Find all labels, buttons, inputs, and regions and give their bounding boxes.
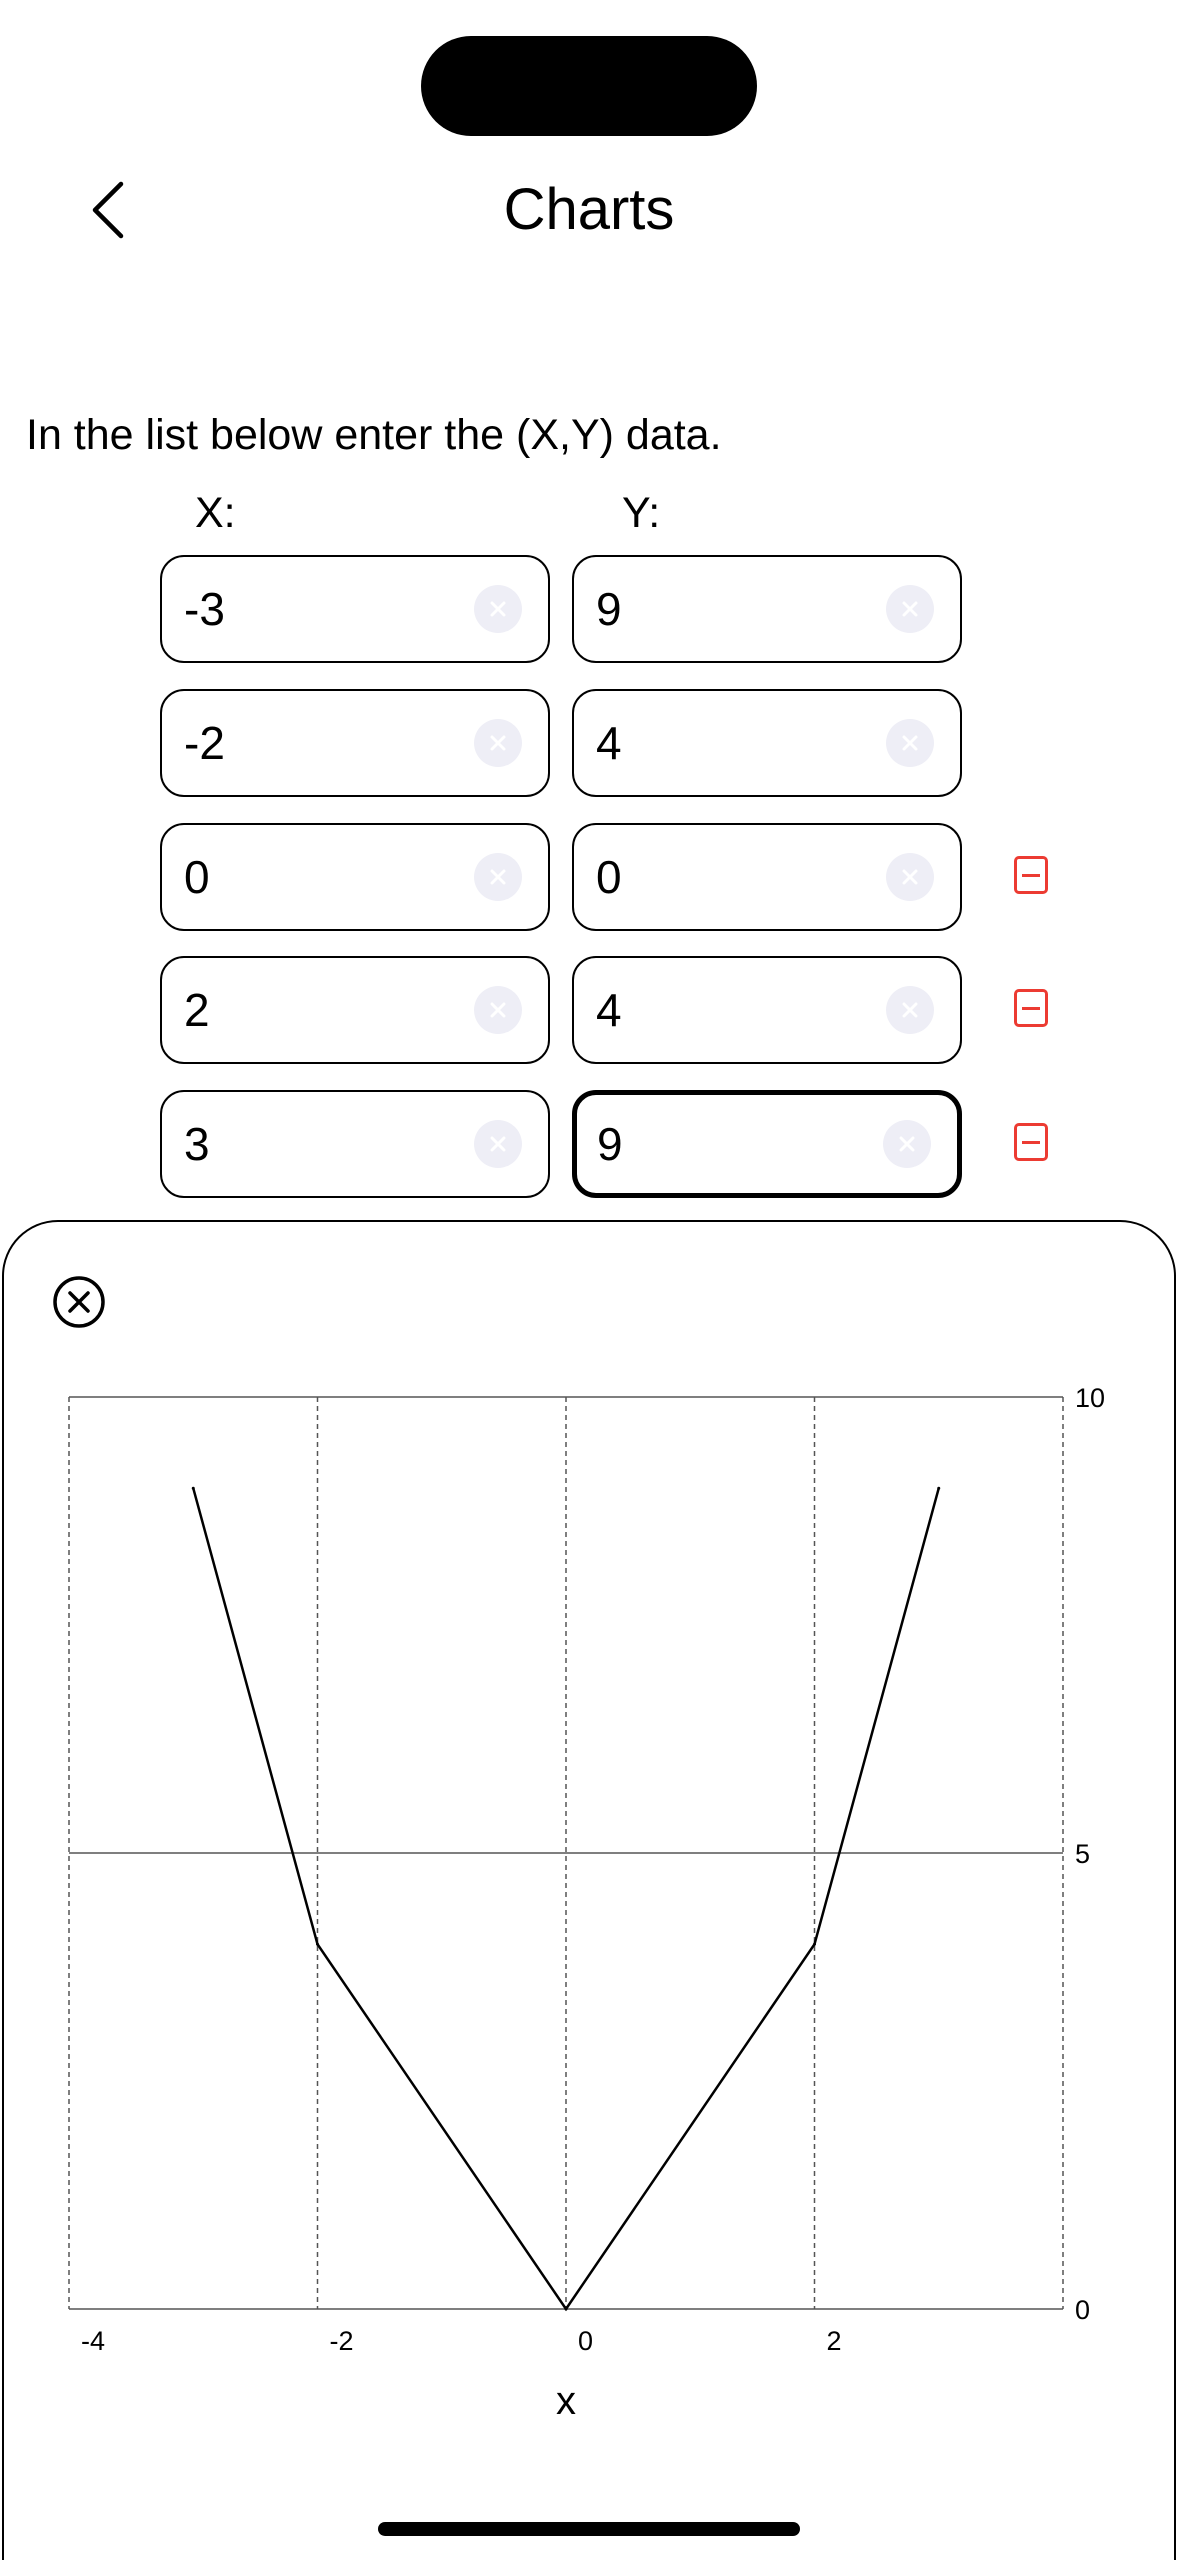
minus-square-icon	[1022, 1141, 1040, 1144]
y-value: 4	[596, 984, 622, 1036]
data-row	[0, 555, 1178, 663]
instructions-text: In the list below enter the (X,Y) data.	[26, 411, 722, 459]
clear-icon[interactable]	[886, 585, 934, 633]
x-value: 3	[184, 1118, 210, 1170]
clear-icon[interactable]	[474, 719, 522, 767]
close-sheet-button[interactable]	[52, 1275, 106, 1329]
clear-icon[interactable]	[474, 853, 522, 901]
clear-icon[interactable]	[474, 1120, 522, 1168]
minus-square-icon	[1022, 874, 1040, 877]
x-icon	[487, 732, 509, 754]
x-icon	[899, 866, 921, 888]
dynamic-island	[421, 36, 757, 136]
data-row	[0, 1090, 1178, 1198]
x-input[interactable]	[160, 956, 550, 1064]
data-point	[565, 2308, 568, 2311]
clear-icon[interactable]	[474, 986, 522, 1034]
data-point	[192, 1487, 195, 1490]
y-value: 0	[596, 851, 622, 903]
data-point	[937, 1487, 940, 1490]
y-input[interactable]	[572, 823, 962, 931]
x-icon	[899, 999, 921, 1021]
data-point	[316, 1943, 319, 1946]
x-tick-label: -4	[81, 2326, 106, 2356]
x-input[interactable]	[160, 1090, 550, 1198]
y-column-label: Y:	[622, 489, 661, 537]
line-chart	[0, 1370, 1178, 2430]
data-point	[813, 1943, 816, 1946]
data-row	[0, 689, 1178, 797]
x-input[interactable]	[160, 689, 550, 797]
x-icon	[899, 732, 921, 754]
x-axis-label: x	[556, 2379, 576, 2423]
x-icon	[899, 598, 921, 620]
page-title: Charts	[503, 177, 675, 242]
x-icon	[487, 999, 509, 1021]
x-icon	[896, 1133, 918, 1155]
x-input[interactable]	[160, 555, 550, 663]
home-indicator	[378, 2522, 800, 2536]
y-tick-label: 0	[1075, 2295, 1091, 2325]
data-row	[0, 823, 1178, 931]
data-row	[0, 956, 1178, 1064]
clear-icon[interactable]	[474, 585, 522, 633]
y-input[interactable]	[572, 555, 962, 663]
remove-row-button[interactable]	[1014, 1123, 1048, 1161]
series-line	[193, 1488, 939, 2309]
y-value: 4	[596, 717, 622, 769]
x-icon	[487, 866, 509, 888]
y-input[interactable]	[572, 956, 962, 1064]
remove-row-button[interactable]	[1014, 989, 1048, 1027]
minus-square-icon	[1022, 1007, 1040, 1010]
x-value: -2	[184, 717, 225, 769]
clear-icon[interactable]	[886, 719, 934, 767]
x-value: -3	[184, 583, 225, 635]
x-input[interactable]	[160, 823, 550, 931]
clear-icon[interactable]	[886, 986, 934, 1034]
x-tick-label: -2	[329, 2326, 354, 2356]
y-tick-label: 10	[1075, 1383, 1106, 1413]
y-input[interactable]	[572, 689, 962, 797]
x-icon	[487, 1133, 509, 1155]
y-tick-label: 5	[1075, 1839, 1091, 1869]
x-value: 2	[184, 984, 210, 1036]
y-input[interactable]	[572, 1090, 962, 1198]
x-tick-label: 0	[578, 2326, 594, 2356]
clear-icon[interactable]	[886, 853, 934, 901]
clear-icon[interactable]	[883, 1120, 931, 1168]
x-value: 0	[184, 851, 210, 903]
y-value: 9	[597, 1118, 623, 1170]
x-column-label: X:	[195, 489, 236, 537]
remove-row-button[interactable]	[1014, 856, 1048, 894]
xmark-circle-icon	[52, 1275, 106, 1329]
x-tick-label: 2	[826, 2326, 842, 2356]
y-value: 9	[596, 583, 622, 635]
x-icon	[487, 598, 509, 620]
